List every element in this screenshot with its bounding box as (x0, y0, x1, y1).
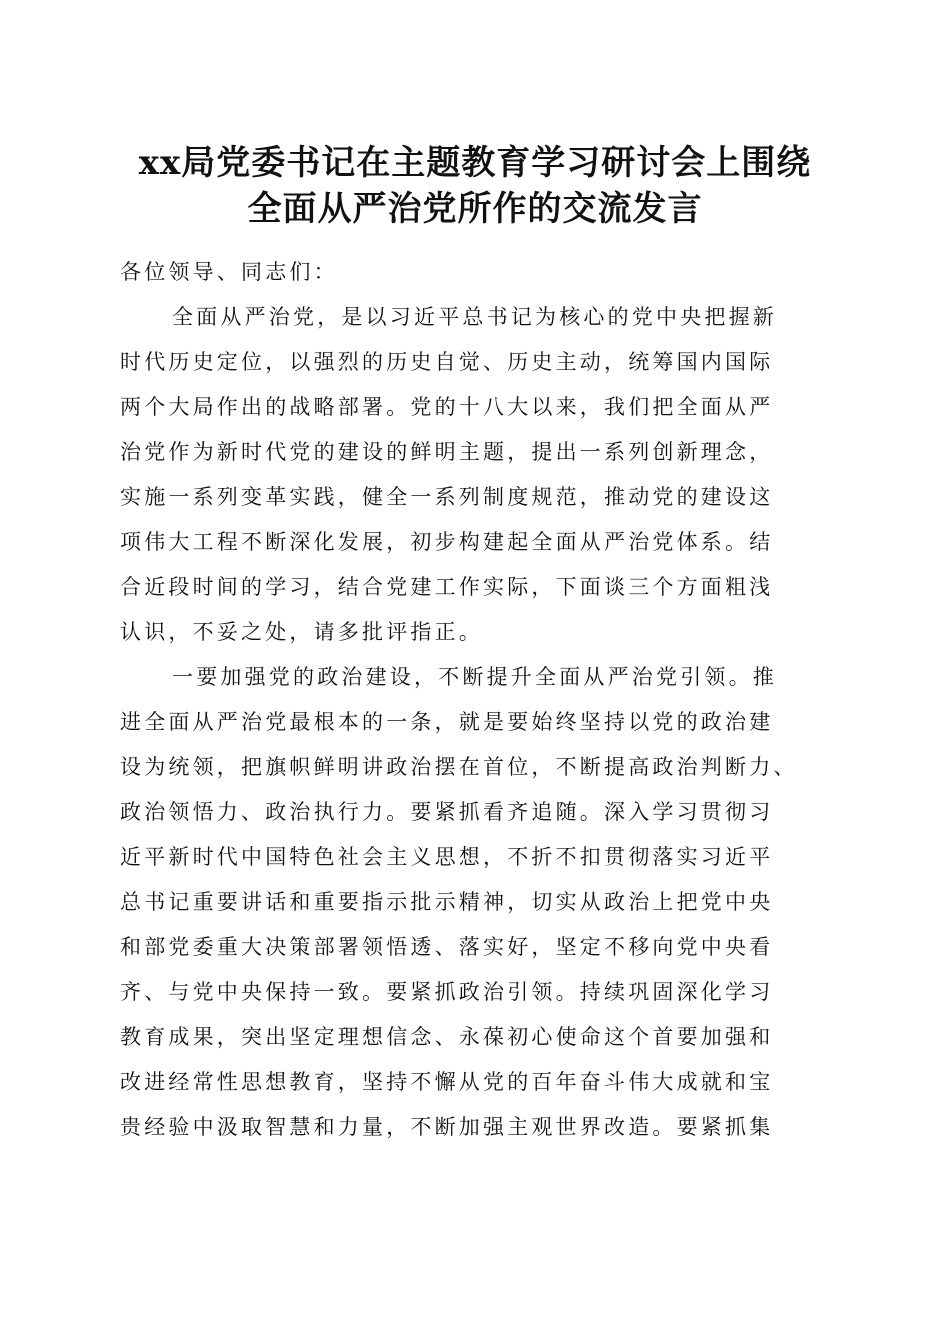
paragraph-1-line: 两个大局作出的战略部署。党的十八大以来，我们把全面从严 (120, 395, 774, 419)
paragraph-1-line: 时代历史定位，以强烈的历史自觉、历史主动，统筹国内国际 (120, 350, 774, 374)
paragraph-2-line: 和部党委重大决策部署领悟透、落实好，坚定不移向党中央看 (120, 935, 774, 959)
paragraph-1-line: 治党作为新时代党的建设的鲜明主题，提出一系列创新理念， (120, 440, 774, 464)
paragraph-1-line: 认识，不妥之处，请多批评指正。 (120, 620, 483, 644)
paragraph-1 (120, 295, 850, 655)
title-line-1: xx局党委书记在主题教育学习研讨会上围绕 (138, 143, 812, 183)
document-body (120, 250, 850, 1150)
paragraph-1-line: 全面从严治党，是以习近平总书记为核心的党中央把握新 (172, 305, 777, 329)
title-line-2: 全面从严治党所作的交流发言 (247, 189, 703, 229)
paragraph-2-line: 齐、与党中央保持一致。要紧抓政治引领。持续巩固深化学习 (120, 980, 774, 1004)
document-title (60, 140, 890, 232)
paragraph-2-line: 进全面从严治党最根本的一条，就是要始终坚持以党的政治建 (120, 710, 774, 734)
paragraph-2-line: 一要加强党的政治建设，不断提升全面从严治党引领。推 (172, 665, 777, 689)
paragraph-2-line: 设为统领，把旗帜鲜明讲政治摆在首位，不断提高政治判断力、 (120, 755, 798, 779)
paragraph-1-line: 项伟大工程不断深化发展，初步构建起全面从严治党体系。结 (120, 530, 774, 554)
paragraph-1-line: 合近段时间的学习，结合党建工作实际，下面谈三个方面粗浅 (120, 575, 774, 599)
paragraph-2-line: 贵经验中汲取智慧和力量，不断加强主观世界改造。要紧抓集 (120, 1115, 774, 1139)
paragraph-2-line: 近平新时代中国特色社会主义思想，不折不扣贯彻落实习近平 (120, 845, 774, 869)
salutation: 各位领导、同志们： (120, 260, 338, 284)
paragraph-2 (120, 655, 850, 1150)
paragraph-2-line: 改进经常性思想教育，坚持不懈从党的百年奋斗伟大成就和宝 (120, 1070, 774, 1094)
paragraph-2-line: 总书记重要讲话和重要指示批示精神，切实从政治上把党中央 (120, 890, 774, 914)
paragraph-2-line: 教育成果，突出坚定理想信念、永葆初心使命这个首要加强和 (120, 1025, 774, 1049)
paragraph-1-line: 实施一系列变革实践，健全一系列制度规范，推动党的建设这 (120, 485, 774, 509)
paragraph-2-line: 政治领悟力、政治执行力。要紧抓看齐追随。深入学习贯彻习 (120, 800, 774, 824)
